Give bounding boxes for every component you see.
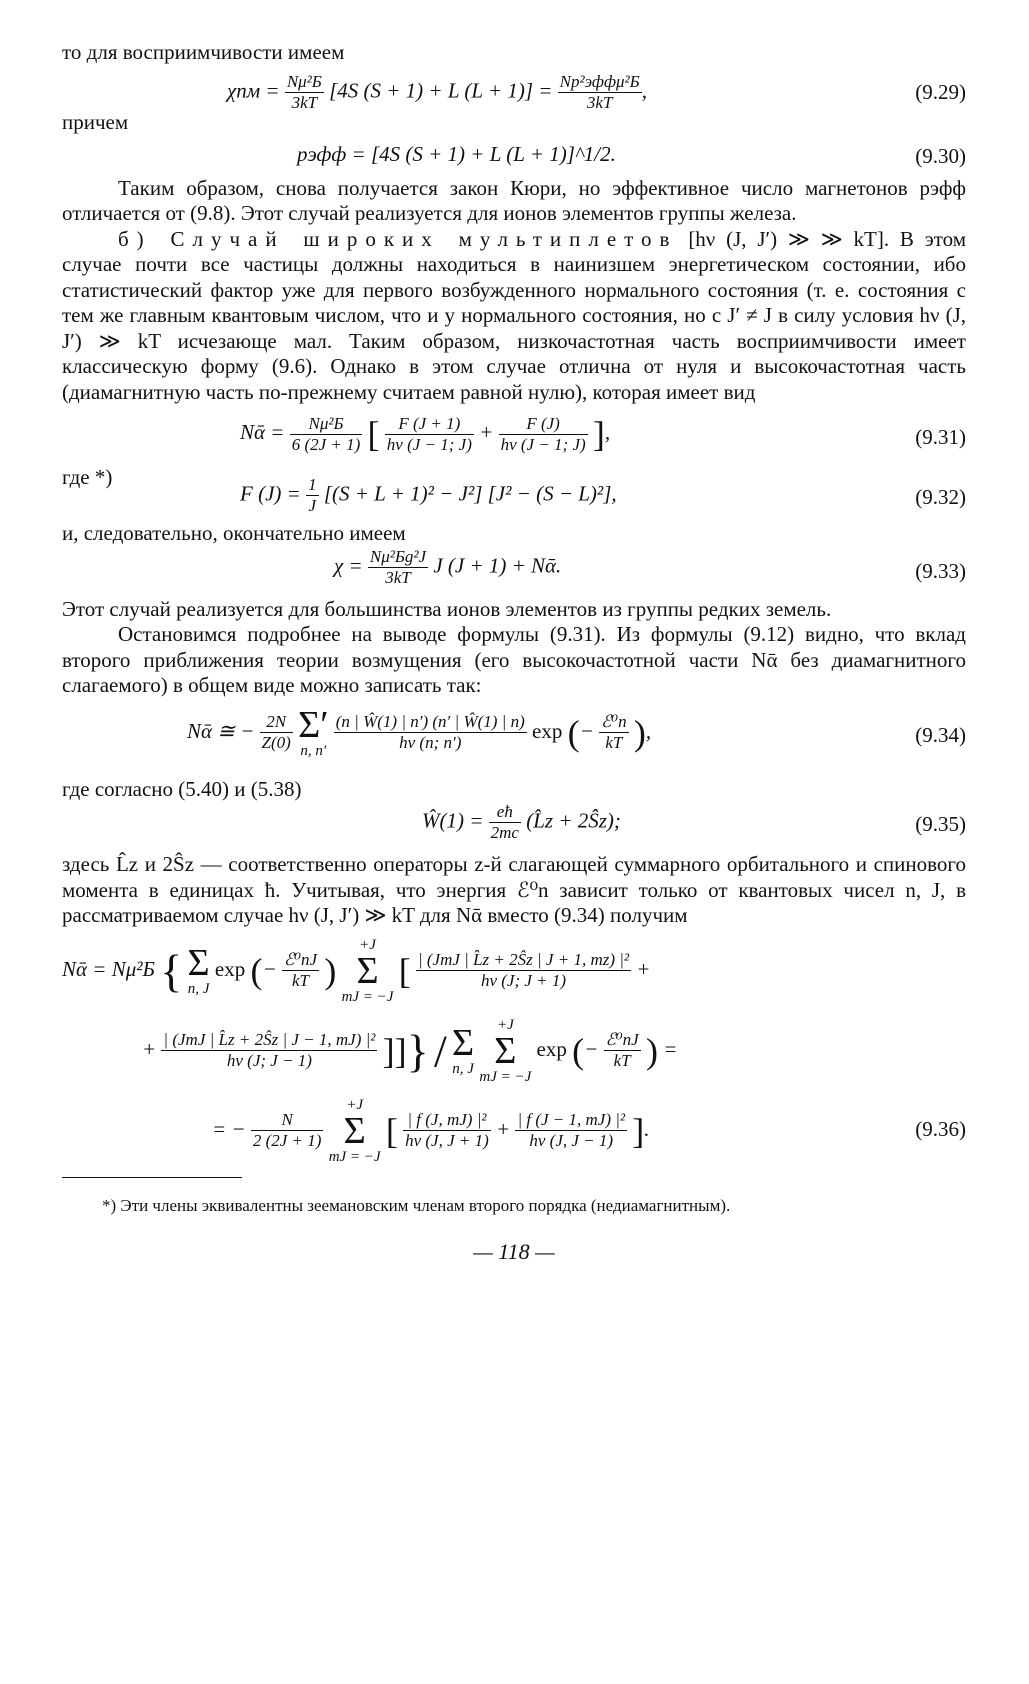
equation-9-35: Ŵ(1) = $\frac{eħ}{2mc}$ (L̂z + 2Ŝz); (9.35) (422, 802, 966, 842)
gde-soglasno-text: где согласно (5.40) и (5.38) (62, 776, 302, 801)
equation-9-29: χпм = $\frac{\text{Nμ²Б}}{3kT}$ [4S (S + 1) + L (L + 1)] = $\frac{\text{Np²эффμ²Б}}{3kT}$ , (9.29) причем (62, 71, 966, 134)
equation-number: (9.33) (915, 558, 966, 583)
footnote-rule (62, 1177, 242, 1178)
paragraph-derivation: Остановимся подробнее на выводе формулы (9.31). Из формулы (9.12) видно, что вклад второго приближения теории возмущения (его высокочастотной части Nᾱ без диамагнитного слагаемого) в общем виде можно записать так: (62, 622, 966, 697)
sled-text: и, следовательно, окончательно имеем (62, 521, 406, 545)
equation-9-30: pэфф = [4S (S + 1) + L (L + 1)]^1/2. (9.30) (297, 141, 966, 168)
equation-number: (9.29) (915, 79, 966, 104)
equation-number: (9.32) (915, 485, 966, 509)
footnote: *) Эти члены эквивалентны зеемановским членам второго порядка (недиамагнитным). (102, 1195, 731, 1215)
equation-number: (9.30) (915, 143, 966, 168)
equation-9-31: Nᾱ = $\frac{\text{Nμ²Б}}{6 (2J + 1)}$ [ $\frac{F (J + 1)}{h\nu (J - 1; J)}$ + $\frac{F (J)}{h\nu (J - 1; J)}$ ], (9.31) (240, 413, 966, 454)
paragraph-rare-earths: Этот случай реализуется для большинства ионов элементов из группы редких земель. (62, 596, 832, 621)
equation-9-34: Nᾱ ≅ − $\frac{2N}{Z(0)}$ Σ′ n, n′ $\frac{(n | Ŵ(1) | n') (n' | Ŵ(1) | n)}{h\nu (n; n')}$ exp (− $\frac{\text{ℰ⁰n}}{kT}$ ), (9.34) (187, 703, 966, 759)
paragraph-operators: здесь L̂z и 2Ŝz — соответственно операторы z-й слагающей суммарного орбитального и спинового момента в единицах ħ. Учитывая, что энергия ℰ⁰n зависит только от квантовых чисел n, J, в рассматриваемом случае hν (J, J′) ≫ kT для Nᾱ вместо (9.34) получим (62, 852, 966, 927)
page-number: — 118 — (473, 1238, 555, 1264)
intro-text: то для восприимчивости имеем (62, 40, 345, 64)
prichem-text: причем (62, 109, 129, 134)
equation-9-32: где *) F (J) = $\frac{1}{J}$ [(S + L + 1)² − J²] [J² − (S − L)²], (9.32) (62, 465, 966, 515)
paragraph-wide-multiplets: б) Случай широких мультиплетов [hν (J, J′) ≫ ≫ kT]. В этом случае почти все частицы должны находиться в наинизшем энергетическом состоянии, ибо статистический фактор уже для первого возбужденного нормального состояния (т. е. состояния с тем же главным квантовым числом, что и у нормального состояния, но с J′ ≠ J в силу условия hν (J, J′) ≫ kT исчезающе мал. Таким образом, низкочастотная часть восприимчивости имеет классическую форму (9.6). Однако в этом случае отлична от нуля и высокочастотная часть (диамагнитную часть по-прежнему считаем равной нулю), которая имеет вид (62, 226, 967, 404)
equation-number: (9.35) (915, 812, 966, 836)
paragraph-curie: Таким образом, снова получается закон Кюри, но эффективное число магнетонов pэфф отличается от (9.8). Этот случай реализуется для ионов элементов группы железа. (62, 175, 966, 225)
page (62, 40, 966, 1265)
equation-9-36: Nᾱ = Nμ²Б { Σ n, J exp (− $\frac{\text{ℰ⁰nJ}}{kT}$ ) +J Σ mJ = −J [ $\frac{\text{| (JmJ | L̂z + 2Ŝz | J + 1, mz) |²}}{h\nu (J; J + 1)}$ + + $\frac{\text{| (JmJ | L̂z + 2Ŝz | J − 1, mJ) |²}}{h\nu (J; J - 1)}$ ]]} / Σ n, J +J Σ mJ = −J exp (− $\frac{\text{ℰ⁰nJ}}{kT}$ ) = = − $\frac{N}{2 (2J + 1)}$ +J Σ mJ = −J [ $\frac{\text{| f (J, mJ) |²}}{h\nu (J, J + 1)}$ + $\frac{\text{| f (J − 1, mJ) |²}}{h\nu (J, J - 1)}$ ]. (9.36) (62, 936, 966, 1165)
equation-number: (9.34) (915, 722, 966, 747)
equation-number: (9.31) (915, 425, 966, 449)
gde-star-text: где *) (62, 465, 113, 489)
equation-9-33: χ = $\frac{\text{Nμ²Бg²J}}{3kT}$ J (J + 1) + Nᾱ. (9.33) (334, 546, 966, 587)
equation-number: (9.36) (915, 1116, 966, 1141)
